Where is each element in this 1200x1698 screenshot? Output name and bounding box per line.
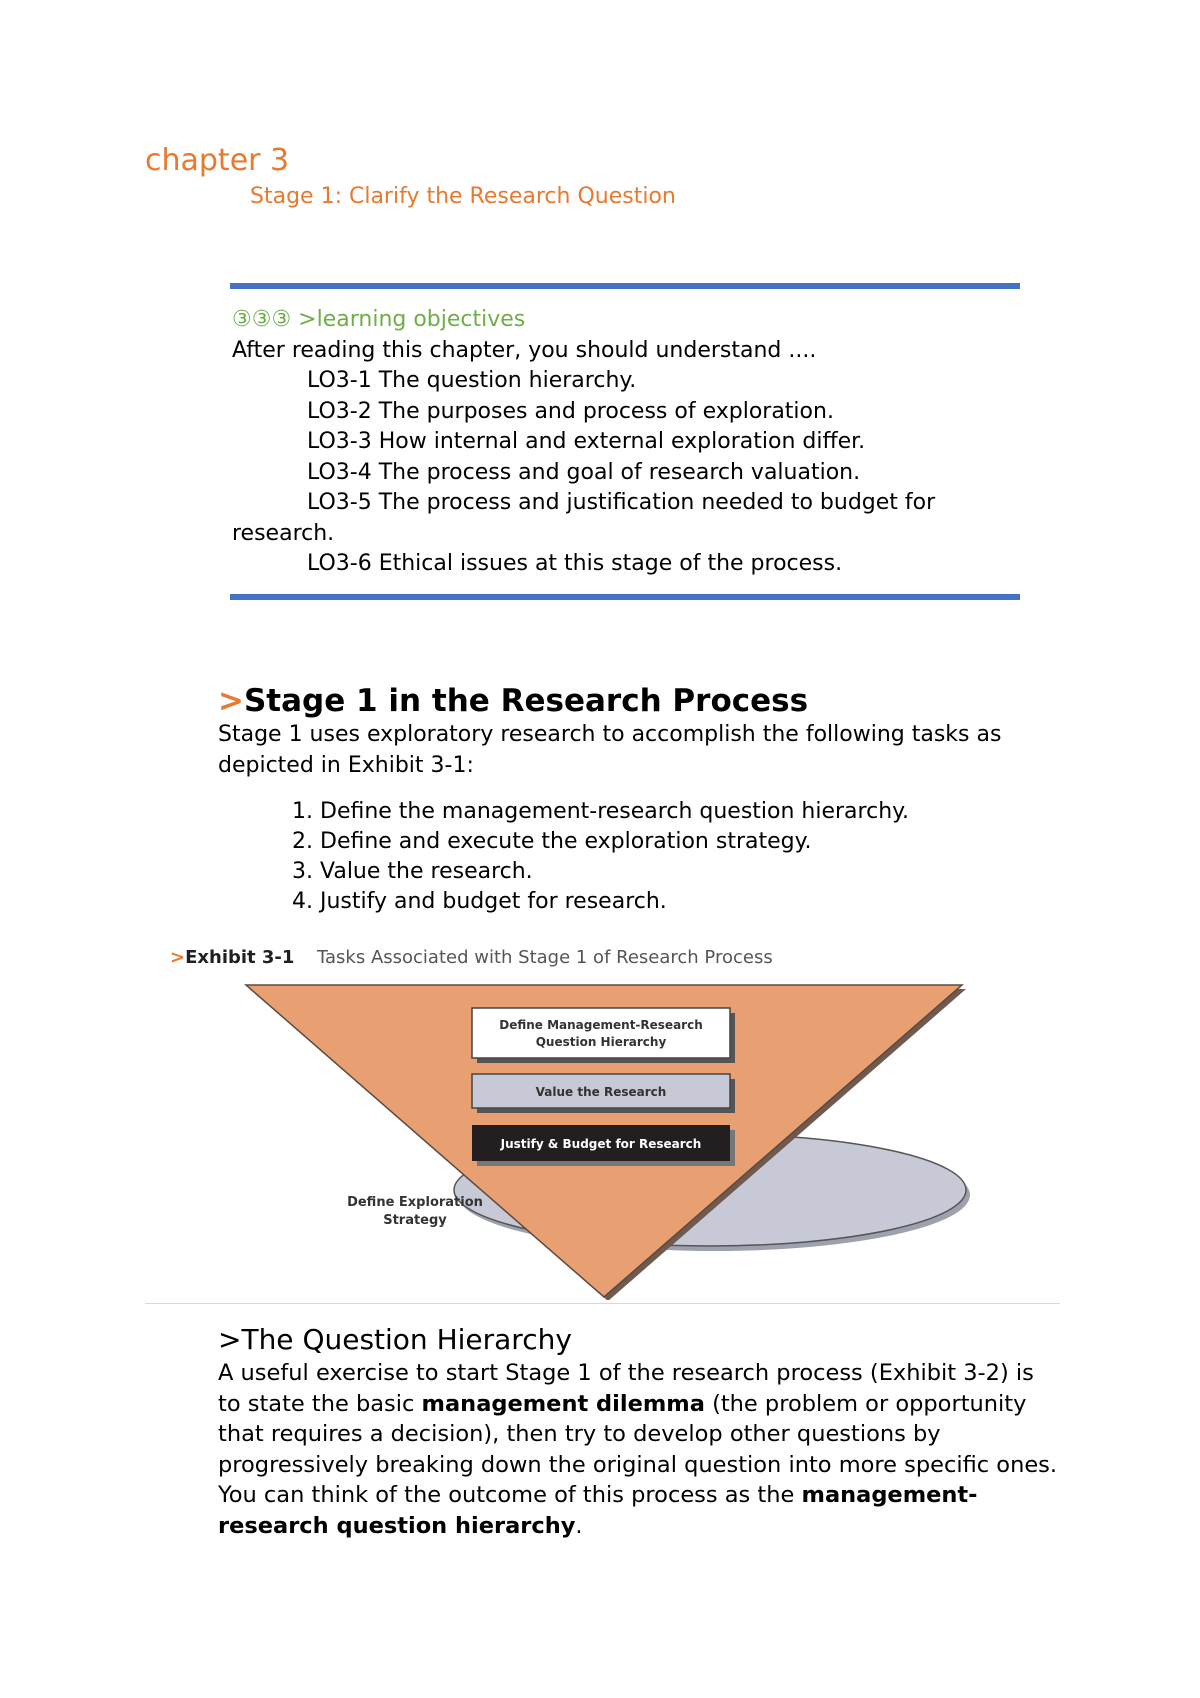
- circled-three-icon: ③③③: [232, 307, 292, 332]
- list-item: 3. Value the research.: [320, 857, 909, 887]
- section-title-stage-1: [218, 683, 808, 719]
- term-management-dilemma: management dilemma: [421, 1390, 705, 1417]
- lo-item: LO3-2 The purposes and process of exploration.: [307, 398, 834, 424]
- budget-box-label: Justify & Budget for Research: [500, 1137, 702, 1151]
- heading-marker: >: [218, 683, 244, 719]
- exhibit-caption: Tasks Associated with Stage 1 of Research Process: [317, 947, 773, 968]
- ellipse-label-line2: Strategy: [383, 1213, 447, 1228]
- lo-item: LO3-4 The process and goal of research valuation.: [307, 459, 861, 485]
- section-title-text: Stage 1 in the Research Process: [243, 683, 809, 719]
- divider: [145, 1303, 1060, 1304]
- paragraph-text: .: [575, 1512, 583, 1539]
- learning-objectives-heading: [232, 305, 1022, 336]
- value-box-label: Value the Research: [535, 1085, 667, 1099]
- lo-item: LO3-3 How internal and external exploration differ.: [307, 429, 866, 454]
- top-rule: [230, 283, 1020, 289]
- paragraph-text: A useful exercise to start Stage 1 of the research process (Exhibit 3-2) is to state the basic: [218, 1360, 1034, 1417]
- section-title-question-hierarchy: >The Question Hierarchy: [218, 1323, 572, 1356]
- learning-objectives-box: [232, 305, 1022, 580]
- hierarchy-box-line2: Question Hierarchy: [535, 1035, 667, 1049]
- ellipse-label-line1: Define Exploration: [347, 1195, 483, 1210]
- task-list: [270, 797, 909, 917]
- paragraph-text: (the problem or opportunity that requires a decision), then try to develop other questions by progressively breaking down the original question into more specific ones. You can think of the outcome of this process as the: [218, 1390, 1058, 1508]
- lo-item: LO3-1 The question hierarchy.: [307, 368, 637, 393]
- term-question-hierarchy: management-research question hierarchy: [218, 1482, 978, 1539]
- lo-item: LO3-5 The process and justification needed to budget for research.: [232, 490, 936, 546]
- question-hierarchy-paragraph: [218, 1358, 1058, 1541]
- exhibit-3-1-figure: [160, 940, 1060, 1300]
- section-intro: Stage 1 uses exploratory research to accomplish the following tasks as depicted in Exhibit 3-1:: [218, 722, 1002, 778]
- hierarchy-box: [472, 1008, 730, 1058]
- learning-objectives-intro: After reading this chapter, you should understand ....: [232, 337, 817, 363]
- bottom-rule: [230, 594, 1020, 600]
- lo-item: LO3-6 Ethical issues at this stage of the process.: [307, 551, 843, 576]
- hierarchy-box-line1: Define Management-Research: [499, 1018, 703, 1032]
- exhibit-label: >Exhibit 3-1: [170, 947, 295, 968]
- list-item: 1. Define the management-research question hierarchy.: [320, 797, 909, 827]
- stage-subtitle: Stage 1: Clarify the Research Question: [250, 184, 676, 209]
- chapter-title: chapter 3: [145, 143, 290, 178]
- list-item: 4. Justify and budget for research.: [320, 887, 909, 917]
- list-item: 2. Define and execute the exploration strategy.: [320, 827, 909, 857]
- learning-objectives-label: >learning objectives: [298, 307, 526, 332]
